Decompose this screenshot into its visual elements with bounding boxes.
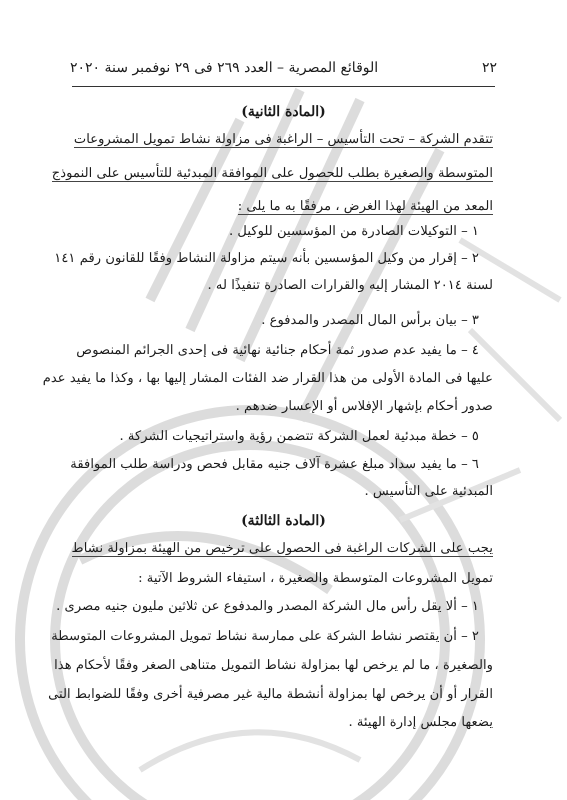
article-3-item: ٢ – أن يقتصر نشاط الشركة على ممارسة نشاط تمويل المشروعات المتوسطة — [51, 629, 479, 644]
article-2-line: عليها فى المادة الأولى من هذا القرار ضد الفئات المشار إليها بها ، وكذا ما يفيد عدم — [42, 371, 493, 386]
article-2-item: ٣ – بيان برأس المال المصدر والمدفوع . — [261, 313, 479, 328]
article-3-heading: (المادة الثالثة) — [241, 513, 326, 529]
article-2-line: المبدئية على التأسيس . — [364, 484, 493, 499]
article-3-line: يجب على الشركات الراغبة فى الحصول على ترخيص من الهيئة بمزاولة نشاط — [71, 541, 493, 556]
page-header — [70, 60, 497, 76]
article-2-item: ٢ – إقرار من وكيل المؤسسين بأنه سيتم مزاولة النشاط وفقًا للقانون رقم ١٤١ — [54, 251, 479, 266]
article-2-line: لسنة ٢٠١٤ المشار إليه والقرارات الصادرة تنفيذًا له . — [207, 278, 493, 293]
article-3-line: تمويل المشروعات المتوسطة والصغيرة ، استيفاء الشروط الآتية : — [138, 571, 493, 586]
article-3-item: ١ – ألا يقل رأس مال الشركة المصدر والمدفوع عن ثلاثين مليون جنيه مصرى . — [56, 599, 479, 614]
article-3-line: القرار أو أن يرخص لها بمزاولة أنشطة مالية غير مصرفية أخرى وفقًا للضوابط التى — [48, 687, 493, 702]
page-number: ٢٢ — [481, 60, 497, 76]
article-2-line: صدور أحكام بإشهار الإفلاس أو الإعسار ضدهم . — [235, 399, 493, 414]
article-3-line: والصغيرة ، ما لم يرخص لها بمزاولة نشاط التمويل متناهى الصغر وفقًا لأحكام هذا — [54, 658, 493, 673]
article-2-item: ١ – التوكيلات الصادرة من المؤسسين للوكيل . — [228, 224, 479, 239]
article-2-item: ٤ – ما يفيد عدم صدور ثمة أحكام جنائية نهائية فى إحدى الجرائم المنصوص — [76, 343, 479, 358]
header-divider — [72, 86, 495, 87]
header-title: الوقائع المصرية – العدد ٢٦٩ فى ٢٩ نوفمبر سنة ٢٠٢٠ — [70, 60, 379, 76]
article-2-item: ٥ – خطة مبدئية لعمل الشركة تتضمن رؤية واستراتيجيات الشركة . — [119, 429, 479, 444]
article-2-line: المتوسطة والصغيرة بطلب للحصول على الموافقة المبدئية للتأسيس على النموذج — [51, 166, 493, 181]
article-2-item: ٦ – ما يفيد سداد مبلغ عشرة آلاف جنيه مقابل فحص ودراسة طلب الموافقة — [70, 457, 479, 472]
article-3-line: يضعها مجلس إدارة الهيئة . — [348, 715, 493, 730]
article-2-line: تتقدم الشركة – تحت التأسيس – الراغبة فى مزاولة نشاط تمويل المشروعات — [73, 132, 493, 147]
article-2-heading: (المادة الثانية) — [241, 104, 326, 120]
article-2-line: المعد من الهيئة لهذا الغرض ، مرفقًا به ما يلى : — [237, 199, 493, 214]
